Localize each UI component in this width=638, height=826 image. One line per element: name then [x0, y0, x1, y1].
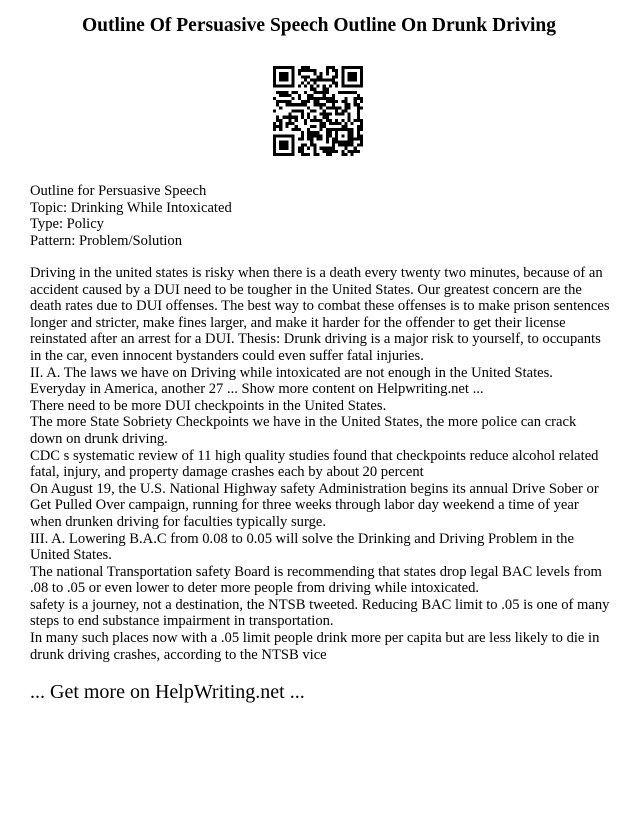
qr-code-icon[interactable] [273, 66, 363, 156]
document-title: Outline Of Persuasive Speech Outline On Drunk Driving [82, 15, 556, 36]
paragraph: II. A. The laws we have on Driving while intoxicated are not enough in the United States. [30, 364, 553, 381]
meta-heading: Outline for Persuasive Speech [30, 183, 207, 199]
paragraph-intro: Driving in the united states is risky when there is a death every twenty two minutes, because of an accident caused by a DUI need to be tougher in the United States. Our greatest concern are the death rates due to DUI offenses. The best way to combat these offenses is to make prison sentences longer and stricter, make fines larger, and make it harder for the offender to get their license reinstated after an arrest for a DUI. Thesis: Drunk driving is a major risk to yourself, to occupants in the car, even innocent bystanders could even suffer fatal injuries. [30, 265, 610, 364]
get-more-link[interactable]: ... Get more on HelpWriting.net ... [30, 681, 305, 703]
paragraph: On August 19, the U.S. National Highway safety Administration begins its annual Drive Sober or Get Pulled Over campaign, running for three weeks through labor day weekend a time of year when drunken driving for faculties typically surge. [30, 480, 599, 530]
paragraph: The national Transportation safety Board is recommending that states drop legal BAC levels from .08 to .05 or even lower to deter more people from driving while intoxicated. [30, 563, 602, 597]
paragraph: In many such places now with a .05 limit people drink more per capita but are less likely to die in drunk driving crashes, according to the NTSB vice [30, 630, 600, 663]
paragraph: CDC s systematic review of 11 high quality studies found that checkpoints reduce alcohol related fatal, injury, and property damage crashes each by about 20 percent [30, 447, 599, 481]
meta-topic: Topic: Drinking While Intoxicated [30, 199, 232, 216]
paragraph: III. A. Lowering B.A.C from 0.08 to 0.05 will solve the Drinking and Driving Problem in the United States. [30, 530, 574, 564]
paragraph: safety is a journey, not a destination, the NTSB tweeted. Reducing BAC limit to .05 is one of many steps to end substance impairment in transportation. [30, 596, 610, 630]
document-body [30, 265, 610, 663]
paragraph: Everyday in America, another 27 ... Show more content on Helpwriting.net ... [30, 381, 484, 398]
speech-meta [30, 183, 610, 249]
paragraph: The more State Sobriety Checkpoints we have in the United States, the more police can crack down on drunk driving. [30, 414, 577, 447]
paragraph: There need to be more DUI checkpoints in the United States. [30, 397, 387, 414]
meta-type: Type: Policy [30, 216, 104, 232]
meta-pattern: Pattern: Problem/Solution [30, 232, 183, 249]
